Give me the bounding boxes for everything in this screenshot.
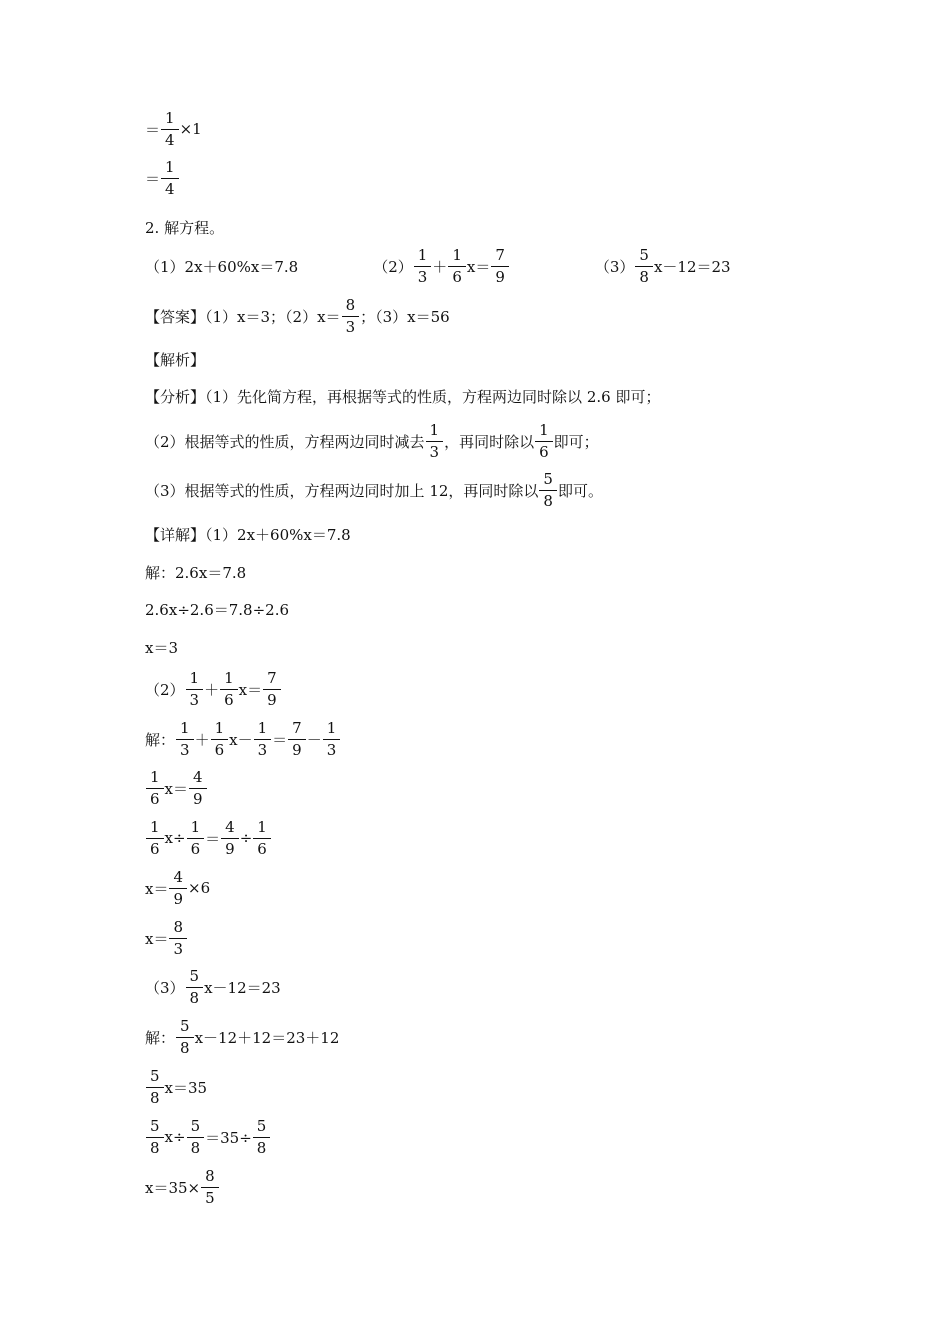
text-segment: ＝ bbox=[205, 829, 221, 848]
text-segment: ＝ bbox=[145, 120, 161, 139]
fraction-numerator: 5 bbox=[639, 245, 649, 264]
text-segment: （3） bbox=[145, 978, 185, 997]
fraction bbox=[290, 718, 304, 759]
fraction-numerator: 1 bbox=[150, 767, 160, 786]
fraction bbox=[148, 767, 162, 808]
fraction bbox=[148, 817, 162, 858]
text-line bbox=[145, 915, 188, 961]
fraction bbox=[255, 1116, 269, 1157]
text-segment: x－ bbox=[229, 730, 253, 749]
text-line bbox=[145, 1064, 207, 1110]
fraction bbox=[178, 1016, 192, 1057]
fraction-numerator: 5 bbox=[150, 1066, 160, 1085]
fraction-numerator: 1 bbox=[189, 668, 200, 687]
text-segment: x＝35 bbox=[164, 1078, 208, 1097]
fraction-denominator: 3 bbox=[414, 266, 432, 285]
fraction-denominator: 9 bbox=[221, 838, 239, 857]
fraction-denominator: 8 bbox=[253, 1137, 271, 1156]
fraction-denominator: 3 bbox=[323, 739, 341, 758]
fraction bbox=[428, 420, 442, 461]
fraction-denominator: 9 bbox=[288, 739, 306, 758]
fraction-numerator: 1 bbox=[165, 108, 175, 127]
text-segment: ＋ bbox=[432, 257, 448, 276]
text-line bbox=[145, 1114, 271, 1160]
text-segment: － bbox=[306, 730, 322, 749]
fraction-numerator: 5 bbox=[189, 966, 200, 985]
text-segment: x＝ bbox=[164, 779, 189, 798]
fraction-denominator: 9 bbox=[189, 788, 207, 807]
fraction-denominator: 6 bbox=[220, 689, 238, 708]
fraction-denominator: 6 bbox=[211, 739, 229, 758]
fraction bbox=[148, 1066, 162, 1107]
text-segment: 解： bbox=[145, 1028, 176, 1047]
fraction bbox=[188, 668, 202, 709]
fraction bbox=[222, 668, 236, 709]
text-line bbox=[145, 155, 180, 201]
fraction bbox=[213, 718, 227, 759]
fraction-denominator: 5 bbox=[201, 1187, 219, 1206]
fraction-denominator: 8 bbox=[187, 1137, 205, 1156]
fraction-denominator: 8 bbox=[146, 1137, 164, 1156]
text-segment: ＝35÷ bbox=[205, 1128, 252, 1147]
fraction-denominator: 8 bbox=[146, 1087, 164, 1106]
fraction bbox=[256, 718, 270, 759]
fraction-numerator: 1 bbox=[180, 718, 190, 737]
fraction-numerator: 1 bbox=[452, 245, 462, 264]
fraction-numerator: 8 bbox=[173, 917, 184, 936]
fraction-numerator: 1 bbox=[539, 420, 549, 439]
fraction-denominator: 3 bbox=[186, 689, 204, 708]
text-segment: x＝3 bbox=[145, 638, 179, 657]
fraction-denominator: 4 bbox=[161, 129, 179, 148]
fraction bbox=[493, 245, 507, 286]
fraction-denominator: 8 bbox=[176, 1037, 194, 1056]
fraction-denominator: 8 bbox=[539, 490, 557, 509]
fraction-denominator: 4 bbox=[161, 178, 179, 197]
fraction-numerator: 1 bbox=[326, 718, 337, 737]
fraction-denominator: 6 bbox=[448, 266, 466, 285]
text-segment: 【详解】（1）2x＋60%x＝7.8 bbox=[145, 525, 351, 544]
text-segment: x＝ bbox=[145, 929, 169, 948]
text-segment: 即可。 bbox=[557, 481, 603, 500]
fraction-numerator: 1 bbox=[257, 718, 268, 737]
fraction-numerator: 7 bbox=[267, 668, 277, 687]
text-segment: 【答案】（1）x＝3；（2）x＝ bbox=[145, 307, 341, 326]
fraction-denominator: 8 bbox=[186, 987, 204, 1006]
fraction bbox=[188, 966, 202, 1007]
text-segment: x＝ bbox=[466, 257, 491, 276]
text-line bbox=[145, 1164, 220, 1210]
fraction-numerator: 5 bbox=[543, 469, 553, 488]
text-segment: 2.6x÷2.6＝7.8÷2.6 bbox=[145, 600, 290, 619]
text-segment: ，再同时除以 bbox=[444, 432, 535, 451]
fraction bbox=[265, 668, 279, 709]
text-line bbox=[145, 624, 178, 670]
fraction-numerator: 7 bbox=[292, 718, 302, 737]
text-segment: （2） bbox=[373, 257, 413, 276]
fraction-numerator: 1 bbox=[257, 817, 267, 836]
text-segment: ；（3）x＝56 bbox=[360, 307, 450, 326]
text-line bbox=[145, 865, 210, 911]
fraction bbox=[163, 157, 177, 198]
fraction-denominator: 9 bbox=[491, 266, 509, 285]
fraction bbox=[171, 917, 185, 958]
fraction bbox=[189, 817, 203, 858]
text-segment: 【解析】 bbox=[145, 350, 206, 369]
text-segment: x÷ bbox=[164, 1128, 186, 1146]
text-segment: x＝ bbox=[145, 879, 169, 898]
text-segment: ÷ bbox=[239, 829, 253, 847]
fraction bbox=[191, 767, 205, 808]
fraction-denominator: 6 bbox=[253, 838, 271, 857]
fraction-denominator: 9 bbox=[263, 689, 281, 708]
fraction-numerator: 7 bbox=[495, 245, 505, 264]
fraction-denominator: 6 bbox=[146, 838, 164, 857]
fraction-numerator: 5 bbox=[180, 1016, 190, 1035]
text-segment: （3）根据等式的性质，方程两边同时加上 12，再同时除以 bbox=[145, 481, 539, 500]
fraction-numerator: 1 bbox=[190, 817, 201, 836]
text-line bbox=[145, 418, 599, 464]
fraction-denominator: 6 bbox=[187, 838, 205, 857]
fraction-denominator: 3 bbox=[254, 739, 272, 758]
fraction-numerator: 1 bbox=[150, 817, 160, 836]
text-segment: 【分析】（1）先化简方程，再根据等式的性质，方程两边同时除以 2.6 即可； bbox=[145, 387, 661, 406]
text-segment: x÷ bbox=[164, 829, 186, 847]
fraction bbox=[203, 1166, 217, 1207]
text-line bbox=[145, 765, 208, 811]
text-line bbox=[145, 1014, 339, 1060]
text-line bbox=[145, 666, 282, 712]
fraction-numerator: 4 bbox=[193, 767, 203, 786]
text-line bbox=[145, 964, 281, 1010]
text-segment: x－12＋12＝23＋12 bbox=[194, 1028, 340, 1047]
text-segment: x－12＝23 bbox=[204, 978, 281, 997]
text-segment: ＝ bbox=[272, 730, 288, 749]
fraction bbox=[178, 718, 192, 759]
text-segment: x－12＝23 bbox=[653, 257, 731, 276]
fraction-denominator: 3 bbox=[169, 938, 187, 957]
fraction bbox=[148, 1116, 162, 1157]
fraction-numerator: 5 bbox=[190, 1116, 201, 1135]
fraction bbox=[189, 1116, 203, 1157]
fraction-numerator: 5 bbox=[150, 1116, 160, 1135]
fraction-numerator: 1 bbox=[165, 157, 175, 176]
fraction bbox=[255, 817, 269, 858]
fraction-numerator: 8 bbox=[205, 1166, 215, 1185]
text-segment: ＝ bbox=[145, 169, 161, 188]
text-line bbox=[145, 293, 450, 339]
text-line bbox=[145, 106, 202, 152]
fraction-denominator: 3 bbox=[176, 739, 194, 758]
text-segment: （2）根据等式的性质，方程两边同时减去 bbox=[145, 432, 425, 451]
text-line bbox=[145, 467, 603, 513]
fraction-denominator: 6 bbox=[535, 441, 553, 460]
fraction-numerator: 1 bbox=[429, 420, 440, 439]
fraction bbox=[325, 718, 339, 759]
fraction bbox=[223, 817, 237, 858]
text-segment: ×1 bbox=[179, 120, 202, 138]
fraction-denominator: 9 bbox=[169, 888, 187, 907]
text-segment: x＝35× bbox=[145, 1178, 201, 1197]
fraction-numerator: 4 bbox=[173, 867, 184, 886]
text-line bbox=[145, 716, 341, 762]
fraction-numerator: 8 bbox=[345, 295, 356, 314]
fraction bbox=[450, 245, 464, 286]
fraction-numerator: 1 bbox=[224, 668, 234, 687]
text-segment: 即可； bbox=[553, 432, 599, 451]
text-line bbox=[145, 373, 660, 419]
fraction bbox=[537, 420, 551, 461]
fraction bbox=[637, 245, 651, 286]
fraction bbox=[416, 245, 430, 286]
text-segment: （3） bbox=[594, 257, 635, 276]
fraction-numerator: 5 bbox=[256, 1116, 267, 1135]
text-segment: （1）2x＋60%x＝7.8 bbox=[145, 257, 299, 276]
fraction-denominator: 3 bbox=[342, 316, 360, 335]
fraction-numerator: 1 bbox=[417, 245, 428, 264]
text-segment: 解：2.6x＝7.8 bbox=[145, 563, 247, 582]
text-segment: （2） bbox=[145, 680, 185, 699]
text-segment: 2. 解方程。 bbox=[145, 218, 225, 237]
fraction-denominator: 3 bbox=[426, 441, 444, 460]
text-line bbox=[145, 243, 731, 289]
text-line bbox=[145, 815, 272, 861]
text-segment: ×6 bbox=[188, 879, 211, 897]
text-segment: x＝ bbox=[238, 680, 263, 699]
text-segment: ＋ bbox=[204, 680, 220, 699]
fraction bbox=[163, 108, 177, 149]
fraction bbox=[541, 469, 555, 510]
text-segment: ＋ bbox=[194, 730, 210, 749]
fraction-denominator: 8 bbox=[635, 266, 653, 285]
fraction bbox=[344, 295, 358, 336]
text-segment: 解： bbox=[145, 730, 176, 749]
fraction-denominator: 6 bbox=[146, 788, 164, 807]
fraction bbox=[171, 867, 185, 908]
fraction-numerator: 4 bbox=[225, 817, 235, 836]
fraction-numerator: 1 bbox=[214, 718, 225, 737]
